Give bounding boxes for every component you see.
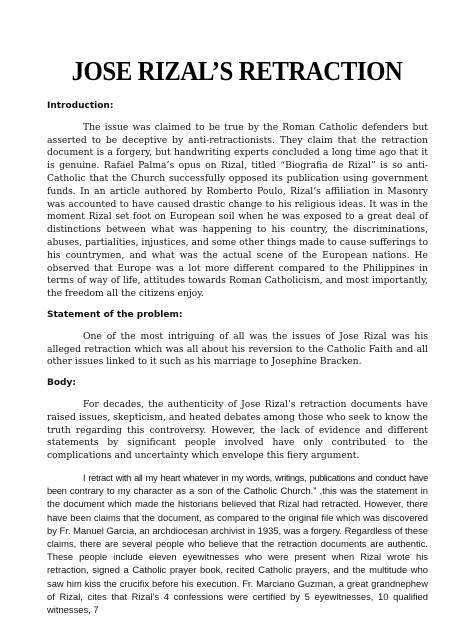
section-heading-introduction: Introduction: bbox=[47, 101, 114, 111]
statement-of-problem-paragraph: One of the most intriguing of all was the issues of Jose Rizal was his alleged retraction which was all about his reversion to the Catholic Faith and all other issues linked to it such as his marriage to Josephine Bracken. bbox=[47, 330, 428, 368]
section-heading-body: Body: bbox=[47, 378, 76, 389]
retraction-quote-lead: I retract with all my heart whatever in my words, writings, publications and conduct have been bbox=[47, 471, 428, 497]
document-body bbox=[47, 100, 428, 624]
introduction-paragraph: The issue was claimed to be true by the Roman Catholic defenders but asserted to be deceptive by anti-retractionists. They claim that the retraction document is a forgery, but handwriting experts concluded a long time ago that it is genuine. Rafael Palma’s opus on Rizal, titled “Biografia de Rizal” is so anti-Catholic that the Church successfully opposed its publication using government funds. In an article authored by Romberto Poulo, Rizal’s affiliation in Masonry was accounted to have caused drastic change to his religious ideas. It was in the moment Rizal set foot on European soil when he was exposed to a great deal of distinctions between what was happening to his country, the discriminations, abuses, partialities, injustices, and some other things made to cause sufferings to his countrymen, and what was the actual scene of the European nations. He observed that Europe was a lot more different compared to the Philippines in terms of way of life, attitudes towards Roman Catholicism, and most importantly, the freedom all the citizens enjoy. bbox=[47, 121, 428, 300]
document-title: JOSE RIZAL’S RETRACTION bbox=[71, 56, 403, 86]
body-paragraph-2 bbox=[47, 471, 428, 616]
body-paragraph-1: For decades, the authenticity of Jose Rizal’s retraction documents have raised issues, skepticism, and heated debates among those who seek to know the truth regarding this controversy. However, the lack of evidence and different statements by significant people involved have only contributed to the complications and uncertainty which envelope this fiery argument. bbox=[47, 398, 428, 462]
section-heading-statement-of-problem: Statement of the problem: bbox=[47, 309, 183, 320]
body-paragraph-2-text: contrary to my character as a son of the Catholic Church.” ,this was the statement in the document which made the historians believed that Rizal had retracted. However, there have been claims that the document, as compared to the original file which was discovered by Fr. Manuel Garcia, an archdiocesan archivist in 1935, was a forgery. Regardless of these claims, there are several people who believe that the retraction documents are authentic. These people include eleven eyewitnesses who were present when Rizal wrote his retraction, signed a Catholic prayer book, recited Catholic prayers, and the multitude who saw him kiss the crucifix before his execution. Fr. Marciano Guzman, a great grandnephew of Rizal, cites that Rizal’s 4 confessions were certified by 5 eyewitnesses, 10 qualified witnesses, 7 bbox=[47, 485, 429, 615]
